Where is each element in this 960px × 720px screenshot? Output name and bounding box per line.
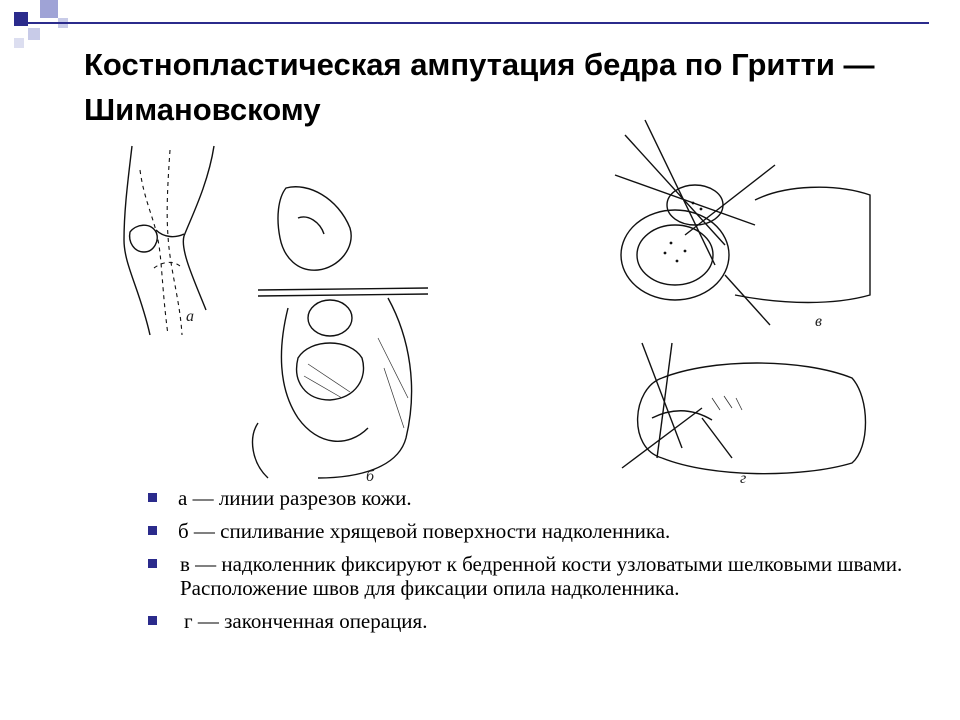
figure-c-label: в (815, 313, 822, 330)
square-bullet-icon (148, 616, 157, 625)
slide-title: Костнопластическая ампутация бедра по Гритти — Шимановскому (84, 47, 875, 127)
figure-b-illustration (238, 178, 438, 483)
figure-d-illustration (612, 338, 887, 493)
decorative-squares (0, 0, 80, 70)
square-bullet-icon (148, 559, 157, 568)
list-item-text: в — надколенник фиксируют к бедренной кости узловатыми шелковыми швами. Расположение швов для фиксации опила надколенника. (180, 552, 903, 600)
figure-a-label: а (186, 308, 194, 325)
figure-b-label: б (366, 468, 375, 485)
title-rule (24, 22, 929, 24)
figure-c-illustration (605, 115, 885, 340)
list-item (148, 609, 938, 633)
list-item-text: б — спиливание хрящевой поверхности надколенника. (178, 519, 671, 543)
list-item (148, 486, 938, 510)
square-bullet-icon (148, 526, 157, 535)
square-bullet-icon (148, 493, 157, 502)
list-item (148, 519, 938, 543)
caption-list (148, 486, 938, 642)
figure-d-label: г (740, 470, 747, 487)
list-item-text: г — законченная операция. (184, 609, 428, 633)
list-item (148, 552, 938, 600)
figure-a-illustration (110, 140, 240, 340)
list-item-text: а — линии разрезов кожи. (178, 486, 412, 510)
